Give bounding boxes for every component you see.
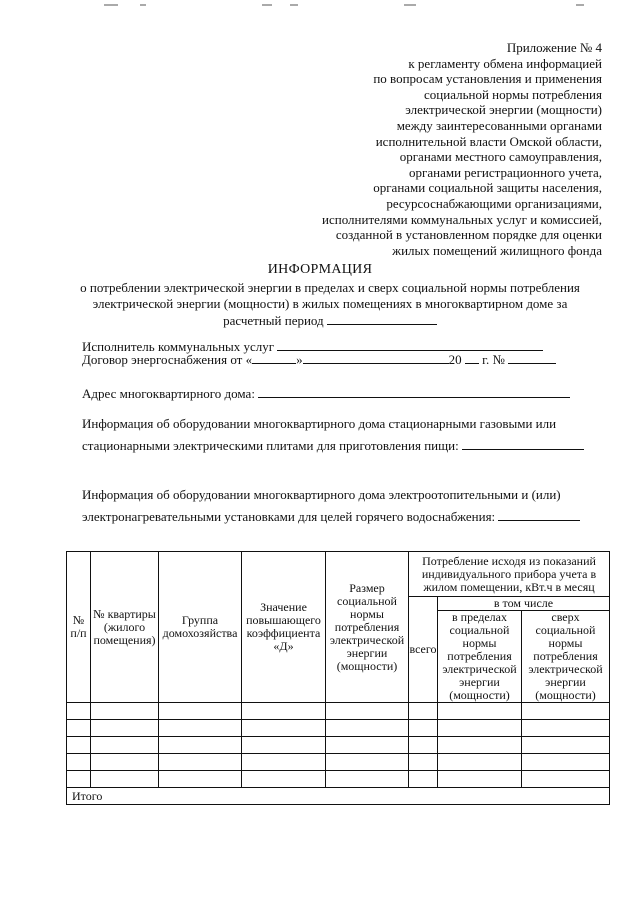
table-cell[interactable]	[159, 737, 242, 754]
period-label: расчетный период	[223, 313, 324, 328]
table-cell[interactable]	[159, 720, 242, 737]
header-coefficient: Значение повышающего коэффициента «Д»	[242, 552, 326, 703]
document-title: ИНФОРМАЦИЯ	[267, 262, 373, 277]
appendix-line: созданной в установленном порядке для оценки	[335, 227, 602, 243]
header-group: Группа домохозяйства	[159, 552, 242, 703]
table-cell[interactable]	[409, 720, 438, 737]
table-cell[interactable]	[242, 720, 326, 737]
table-cell[interactable]	[242, 737, 326, 754]
appendix-line: Приложение № 4	[506, 40, 602, 55]
table-row	[67, 754, 610, 771]
appendix-line: органами местного самоуправления,	[399, 149, 602, 165]
header-within-norm: в пределах социальной нормы потребления электрической энергии (мощности)	[438, 611, 522, 703]
table-cell[interactable]	[438, 720, 522, 737]
table-cell[interactable]	[91, 771, 159, 788]
address-line	[82, 385, 570, 402]
scan-artifact	[262, 4, 272, 6]
appendix-line: электрической энергии (мощности)	[405, 102, 602, 118]
gas-info-line: Информация об оборудовании многоквартирного дома стационарными газовыми или	[82, 416, 557, 431]
contract-month-field[interactable]	[303, 351, 449, 364]
heating-info-line	[82, 506, 580, 528]
subtitle-line: электрической энергии (мощности) в жилых помещениях в многоквартирном доме за	[92, 296, 568, 311]
scan-artifact	[576, 4, 584, 6]
table-cell[interactable]	[91, 754, 159, 771]
table-cell[interactable]	[242, 771, 326, 788]
contract-year-field[interactable]	[465, 351, 479, 364]
gas-info-field[interactable]	[462, 437, 584, 450]
table-cell[interactable]	[409, 703, 438, 720]
table-row	[67, 703, 610, 720]
scan-artifact	[104, 4, 118, 6]
header-apartment: № квартиры (жилого помещения)	[91, 552, 159, 703]
table-cell[interactable]	[522, 771, 610, 788]
table-cell[interactable]	[326, 720, 409, 737]
table-cell[interactable]	[522, 720, 610, 737]
header-num: № п/п	[67, 552, 91, 703]
header-consumption: Потребление исходя из показаний индивидуального прибора учета в жилом помещении, кВт.ч в месяц	[409, 552, 610, 597]
appendix-line: органами социальной защиты населения,	[373, 180, 602, 196]
appendix-line: исполнителями коммунальных услуг и комиссией,	[322, 211, 602, 227]
provider-label: Исполнитель коммунальных услуг	[82, 339, 275, 354]
heating-info-line: Информация об оборудовании многоквартирного дома электроотопительными и (или)	[82, 487, 561, 502]
table-cell[interactable]	[67, 720, 91, 737]
table-cell[interactable]	[159, 771, 242, 788]
contract-year: 20	[448, 352, 462, 367]
table-cell[interactable]	[409, 737, 438, 754]
table-cell[interactable]	[326, 737, 409, 754]
subtitle-line: о потреблении электрической энергии в пределах и сверх социальной нормы потребления	[80, 280, 580, 295]
table-row	[67, 737, 610, 754]
header-above-norm: сверх социальной нормы потребления электрической энергии (мощности)	[522, 611, 610, 703]
appendix-line: исполнительной власти Омской области,	[375, 133, 602, 149]
header-social-norm: Размер социальной нормы потребления электрической энергии (мощности)	[326, 552, 409, 703]
contract-quote: »	[296, 352, 303, 367]
table-row	[67, 720, 610, 737]
address-label: Адрес многоквартирного дома:	[82, 386, 255, 401]
gas-info-label: стационарными электрическими плитами для приготовления пищи:	[82, 438, 459, 453]
gas-info	[82, 413, 584, 457]
heating-info-field[interactable]	[498, 508, 580, 521]
scan-artifact	[140, 4, 146, 6]
appendix-line: социальной нормы потребления	[424, 86, 602, 102]
contract-label: Договор энергоснабжения от «	[82, 352, 253, 367]
table-cell[interactable]	[67, 754, 91, 771]
table-cell[interactable]	[91, 703, 159, 720]
appendix-line: между заинтересованными органами	[396, 117, 602, 133]
provider-field[interactable]	[277, 338, 543, 351]
table-cell[interactable]	[326, 703, 409, 720]
total-label: Итого	[67, 788, 610, 805]
total-row	[67, 788, 610, 805]
table-cell[interactable]	[522, 754, 610, 771]
table-cell[interactable]	[409, 754, 438, 771]
table-row	[67, 771, 610, 788]
contract-day-field[interactable]	[252, 351, 296, 364]
table-cell[interactable]	[242, 754, 326, 771]
scan-artifact	[290, 4, 298, 6]
table-cell[interactable]	[242, 703, 326, 720]
table-cell[interactable]	[91, 737, 159, 754]
table-cell[interactable]	[326, 771, 409, 788]
table-cell[interactable]	[438, 754, 522, 771]
table-cell[interactable]	[522, 703, 610, 720]
subtitle-line	[60, 312, 600, 329]
consumption-table	[66, 551, 610, 805]
table-cell[interactable]	[438, 703, 522, 720]
table-cell[interactable]	[409, 771, 438, 788]
table-cell[interactable]	[326, 754, 409, 771]
table-cell[interactable]	[438, 771, 522, 788]
contract-year-suffix: г. №	[482, 352, 505, 367]
heating-info-label: электронагревательными установками для целей горячего водоснабжения:	[82, 509, 496, 524]
header-total: всего	[409, 597, 438, 703]
header-including: в том числе	[438, 597, 610, 611]
table-cell[interactable]	[67, 737, 91, 754]
table-cell[interactable]	[159, 754, 242, 771]
period-field[interactable]	[327, 312, 437, 325]
scan-artifact	[404, 4, 416, 6]
table-cell[interactable]	[522, 737, 610, 754]
appendix-line: ресурсоснабжающими организациями,	[386, 195, 602, 211]
appendix-block	[272, 40, 602, 258]
gas-info-line	[82, 435, 584, 457]
contract-line	[82, 351, 556, 368]
table-cell[interactable]	[67, 703, 91, 720]
appendix-line: органами регистрационного учета,	[409, 164, 602, 180]
contract-number-field[interactable]	[508, 351, 556, 364]
address-field[interactable]	[258, 385, 570, 398]
table-cell[interactable]	[159, 703, 242, 720]
table-cell[interactable]	[438, 737, 522, 754]
table-cell[interactable]	[67, 771, 91, 788]
appendix-line: к регламенту обмена информацией	[408, 55, 602, 71]
appendix-line: по вопросам установления и применения	[373, 71, 602, 87]
heating-info	[82, 484, 580, 528]
table-cell[interactable]	[91, 720, 159, 737]
document-subtitle	[60, 280, 600, 329]
appendix-line: жилых помещений жилищного фонда	[392, 242, 602, 258]
